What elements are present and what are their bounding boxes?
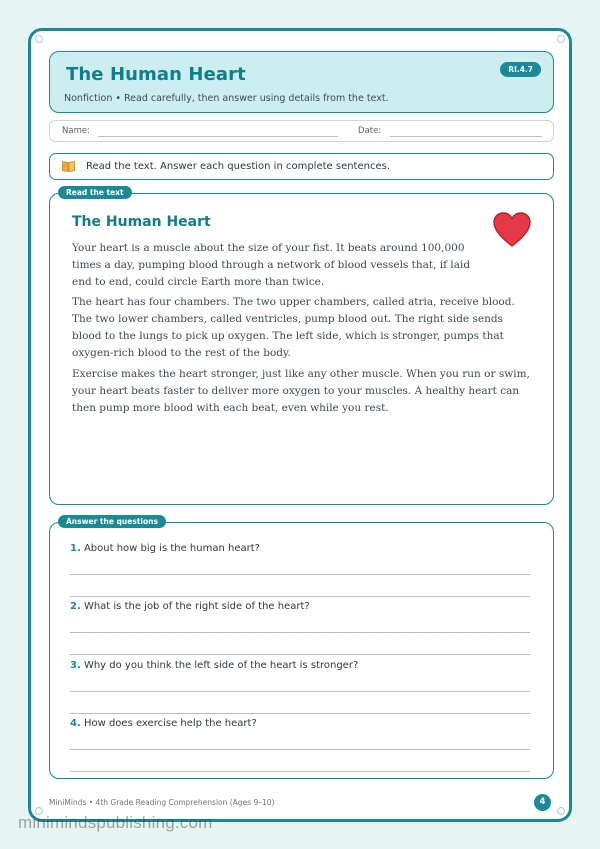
question-number: 1. xyxy=(70,543,81,554)
paragraph: The heart has four chambers. The two upper chambers, called atria, receive blood. The two lower chambers, called ventricles, pump blood out. The right side sends blood to the lungs to pick up oxygen. The left side, which is stronger, pumps that oxygen-rich blood to the rest of the body. xyxy=(72,296,515,359)
instruction-box xyxy=(49,153,554,180)
question-number: 3. xyxy=(70,660,81,671)
answer-line[interactable] xyxy=(70,691,530,692)
answer-line[interactable] xyxy=(70,749,530,750)
date-field[interactable] xyxy=(390,136,542,137)
question-text: What is the job of the right side of the heart? xyxy=(83,601,310,612)
paragraph: Exercise makes the heart stronger, just like any other muscle. When you run or swim, your heart beats faster to deliver more oxygen to your muscles. A healthy heart can then pump more blood with each beat, even while you rest. xyxy=(72,368,530,414)
heart-icon xyxy=(493,212,531,248)
watermark-text: minimindspublishing.com xyxy=(18,813,213,832)
worksheet-subtitle: Nonfiction • Read carefully, then answer using details from the text. xyxy=(64,93,389,104)
question-number: 2. xyxy=(70,601,81,612)
name-field[interactable] xyxy=(98,136,338,137)
question-2 xyxy=(70,601,310,612)
questions-tag: Answer the questions xyxy=(58,515,166,528)
answer-line[interactable] xyxy=(70,632,530,633)
date-label: Date: xyxy=(358,126,382,136)
corner-dot xyxy=(557,807,565,815)
answer-line[interactable] xyxy=(70,596,530,597)
reading-panel xyxy=(49,188,554,505)
question-text: About how big is the human heart? xyxy=(83,543,260,554)
question-number: 4. xyxy=(70,718,81,729)
worksheet-page xyxy=(28,28,572,822)
answer-line[interactable] xyxy=(70,771,530,772)
corner-dot xyxy=(557,35,565,43)
paragraph: Your heart is a muscle about the size of your fist. It beats around 100,000 times a day, pumping blood through a network of blood vessels that, if laid end to end, could circle Earth more than twice. xyxy=(72,242,471,288)
name-label: Name: xyxy=(62,126,90,136)
answer-line[interactable] xyxy=(70,654,530,655)
answer-line[interactable] xyxy=(70,713,530,714)
story-title: The Human Heart xyxy=(72,214,211,230)
question-text: How does exercise help the heart? xyxy=(83,718,257,729)
reading-tag: Read the text xyxy=(58,186,132,199)
corner-dot xyxy=(35,35,43,43)
worksheet-header xyxy=(49,51,554,113)
question-3 xyxy=(70,660,358,671)
worksheet-title: The Human Heart xyxy=(66,64,246,85)
book-icon xyxy=(62,160,75,172)
answer-line[interactable] xyxy=(70,574,530,575)
footer-text: MiniMinds • 4th Grade Reading Comprehension (Ages 9–10) xyxy=(49,798,275,807)
questions-panel xyxy=(49,517,554,779)
question-1 xyxy=(70,543,260,554)
instruction-text: Read the text. Answer each question in complete sentences. xyxy=(86,161,391,172)
standard-badge: RI.4.7 xyxy=(500,62,541,77)
page-number-badge: 4 xyxy=(534,794,551,811)
question-text: Why do you think the left side of the heart is stronger? xyxy=(83,660,359,671)
question-4 xyxy=(70,718,257,729)
student-info-bar xyxy=(49,120,554,142)
